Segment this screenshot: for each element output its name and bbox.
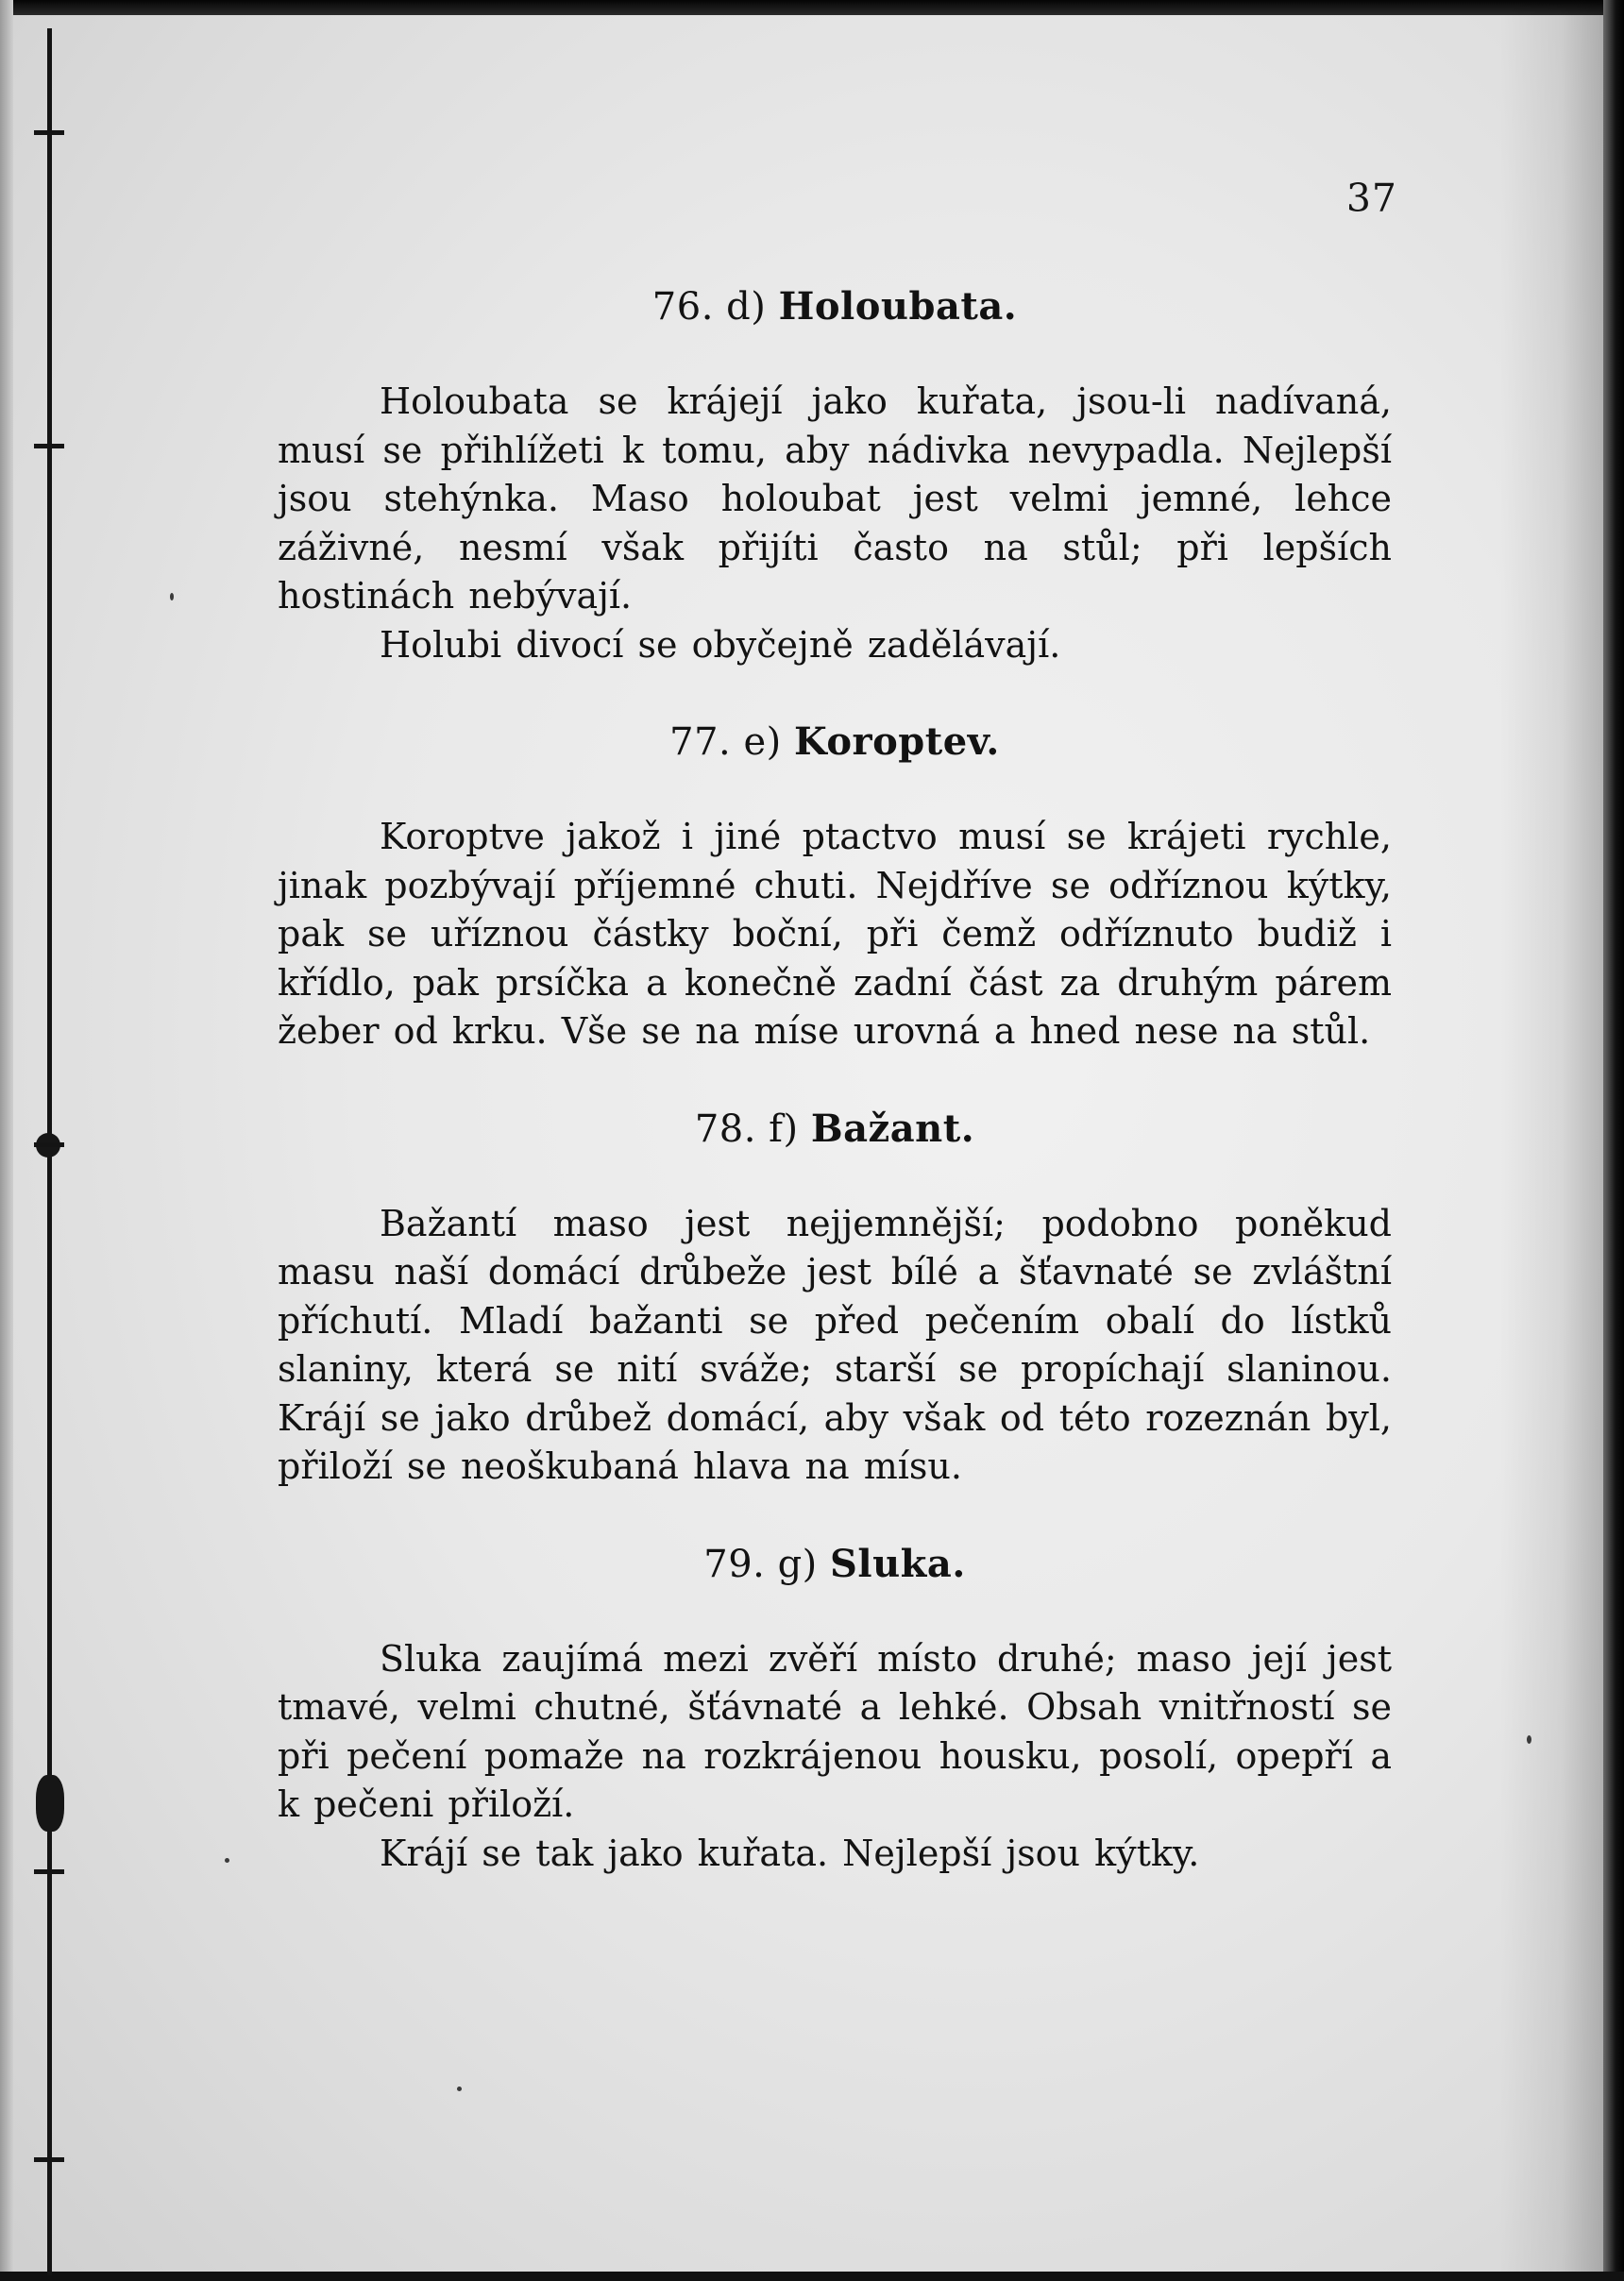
text-body (278, 283, 1392, 1878)
section-heading (278, 718, 1392, 766)
section-title: Holoubata. (778, 284, 1018, 329)
scan-border-right (1603, 0, 1624, 2281)
page-gutter-shadow (1499, 0, 1603, 2281)
section-heading (278, 1106, 1392, 1153)
section-title: Bažant. (810, 1106, 975, 1151)
binding-tick (34, 1869, 64, 1874)
scan-border-bottom (0, 2272, 1624, 2281)
paragraph: Sluka zaujímá mezi zvěří místo druhé; maso její jest tmavé, velmi chutné, šťávnaté a lehké. Obsah vnitřností se při pečení pomaže na rozkrájenou housku, posolí, opepří a k pečeni přiloží. (278, 1637, 1392, 1825)
section-heading (278, 1541, 1392, 1588)
paragraph: Holubi divocí se obyčejně zadělávají. (380, 623, 1061, 666)
section-holoubata (278, 283, 1392, 669)
section-title: Koroptev. (793, 719, 1000, 764)
scan-border-left (0, 0, 13, 2281)
scan-border-top (0, 0, 1624, 15)
section-number: 78. f) (694, 1107, 799, 1151)
binding-knot (36, 1775, 64, 1832)
paragraph: Krájí se tak jako kuřata. Nejlepší jsou kýtky. (380, 1832, 1200, 1874)
paper-speck (457, 2087, 462, 2091)
section-number: 77. e) (669, 720, 782, 764)
section-number: 79. g) (703, 1542, 818, 1586)
paper-speck (225, 1858, 229, 1863)
binding-tick (34, 444, 64, 448)
paragraph: Koroptve jakož i jiné ptactvo musí se krájeti rychle, jinak pozbývají příjemné chuti. Nejdříve se odříznou kýtky, pak se uříznou částky boční, při čemž odříznuto budiž i křídlo, pak prsíčka a konečně zadní část za druhým párem žeber od krku. Vše se na míse urovná a hned nese na stůl. (278, 816, 1392, 1052)
paper-speck (1527, 1735, 1531, 1744)
paragraph: Bažantí maso jest nejjemnější; podobno poněkud masu naší domácí drůbeže jest bílé a šťavnaté se zvláštní příchutí. Mladí bažanti se před pečením obalí do lístků slaniny, která se nití sváže; starší se propíchají slaninou. Krájí se jako drůbež domácí, aby však od této rozeznán byl, přiloží se neoškubaná hlava na mísu. (278, 1202, 1392, 1487)
section-koroptev (278, 718, 1392, 1056)
section-bazant (278, 1106, 1392, 1492)
binding-tick (34, 1142, 64, 1147)
paragraph: Holoubata se krájejí jako kuřata, jsou-li nadívaná, musí se přihlížeti k tomu, aby nádivka nevypadla. Nejlepší jsou stehýnka. Maso holoubat jest velmi jemné, lehce záživné, nesmí však přijíti často na stůl; při lepších hostinách nebývají. (278, 380, 1392, 617)
binding-tick (34, 130, 64, 135)
section-sluka (278, 1541, 1392, 1879)
page-number: 37 (1345, 176, 1397, 221)
binding-tick (34, 2157, 64, 2162)
section-number: 76. d) (651, 285, 767, 329)
section-title: Sluka. (830, 1541, 966, 1586)
paper-speck (170, 593, 174, 600)
section-heading (278, 283, 1392, 330)
